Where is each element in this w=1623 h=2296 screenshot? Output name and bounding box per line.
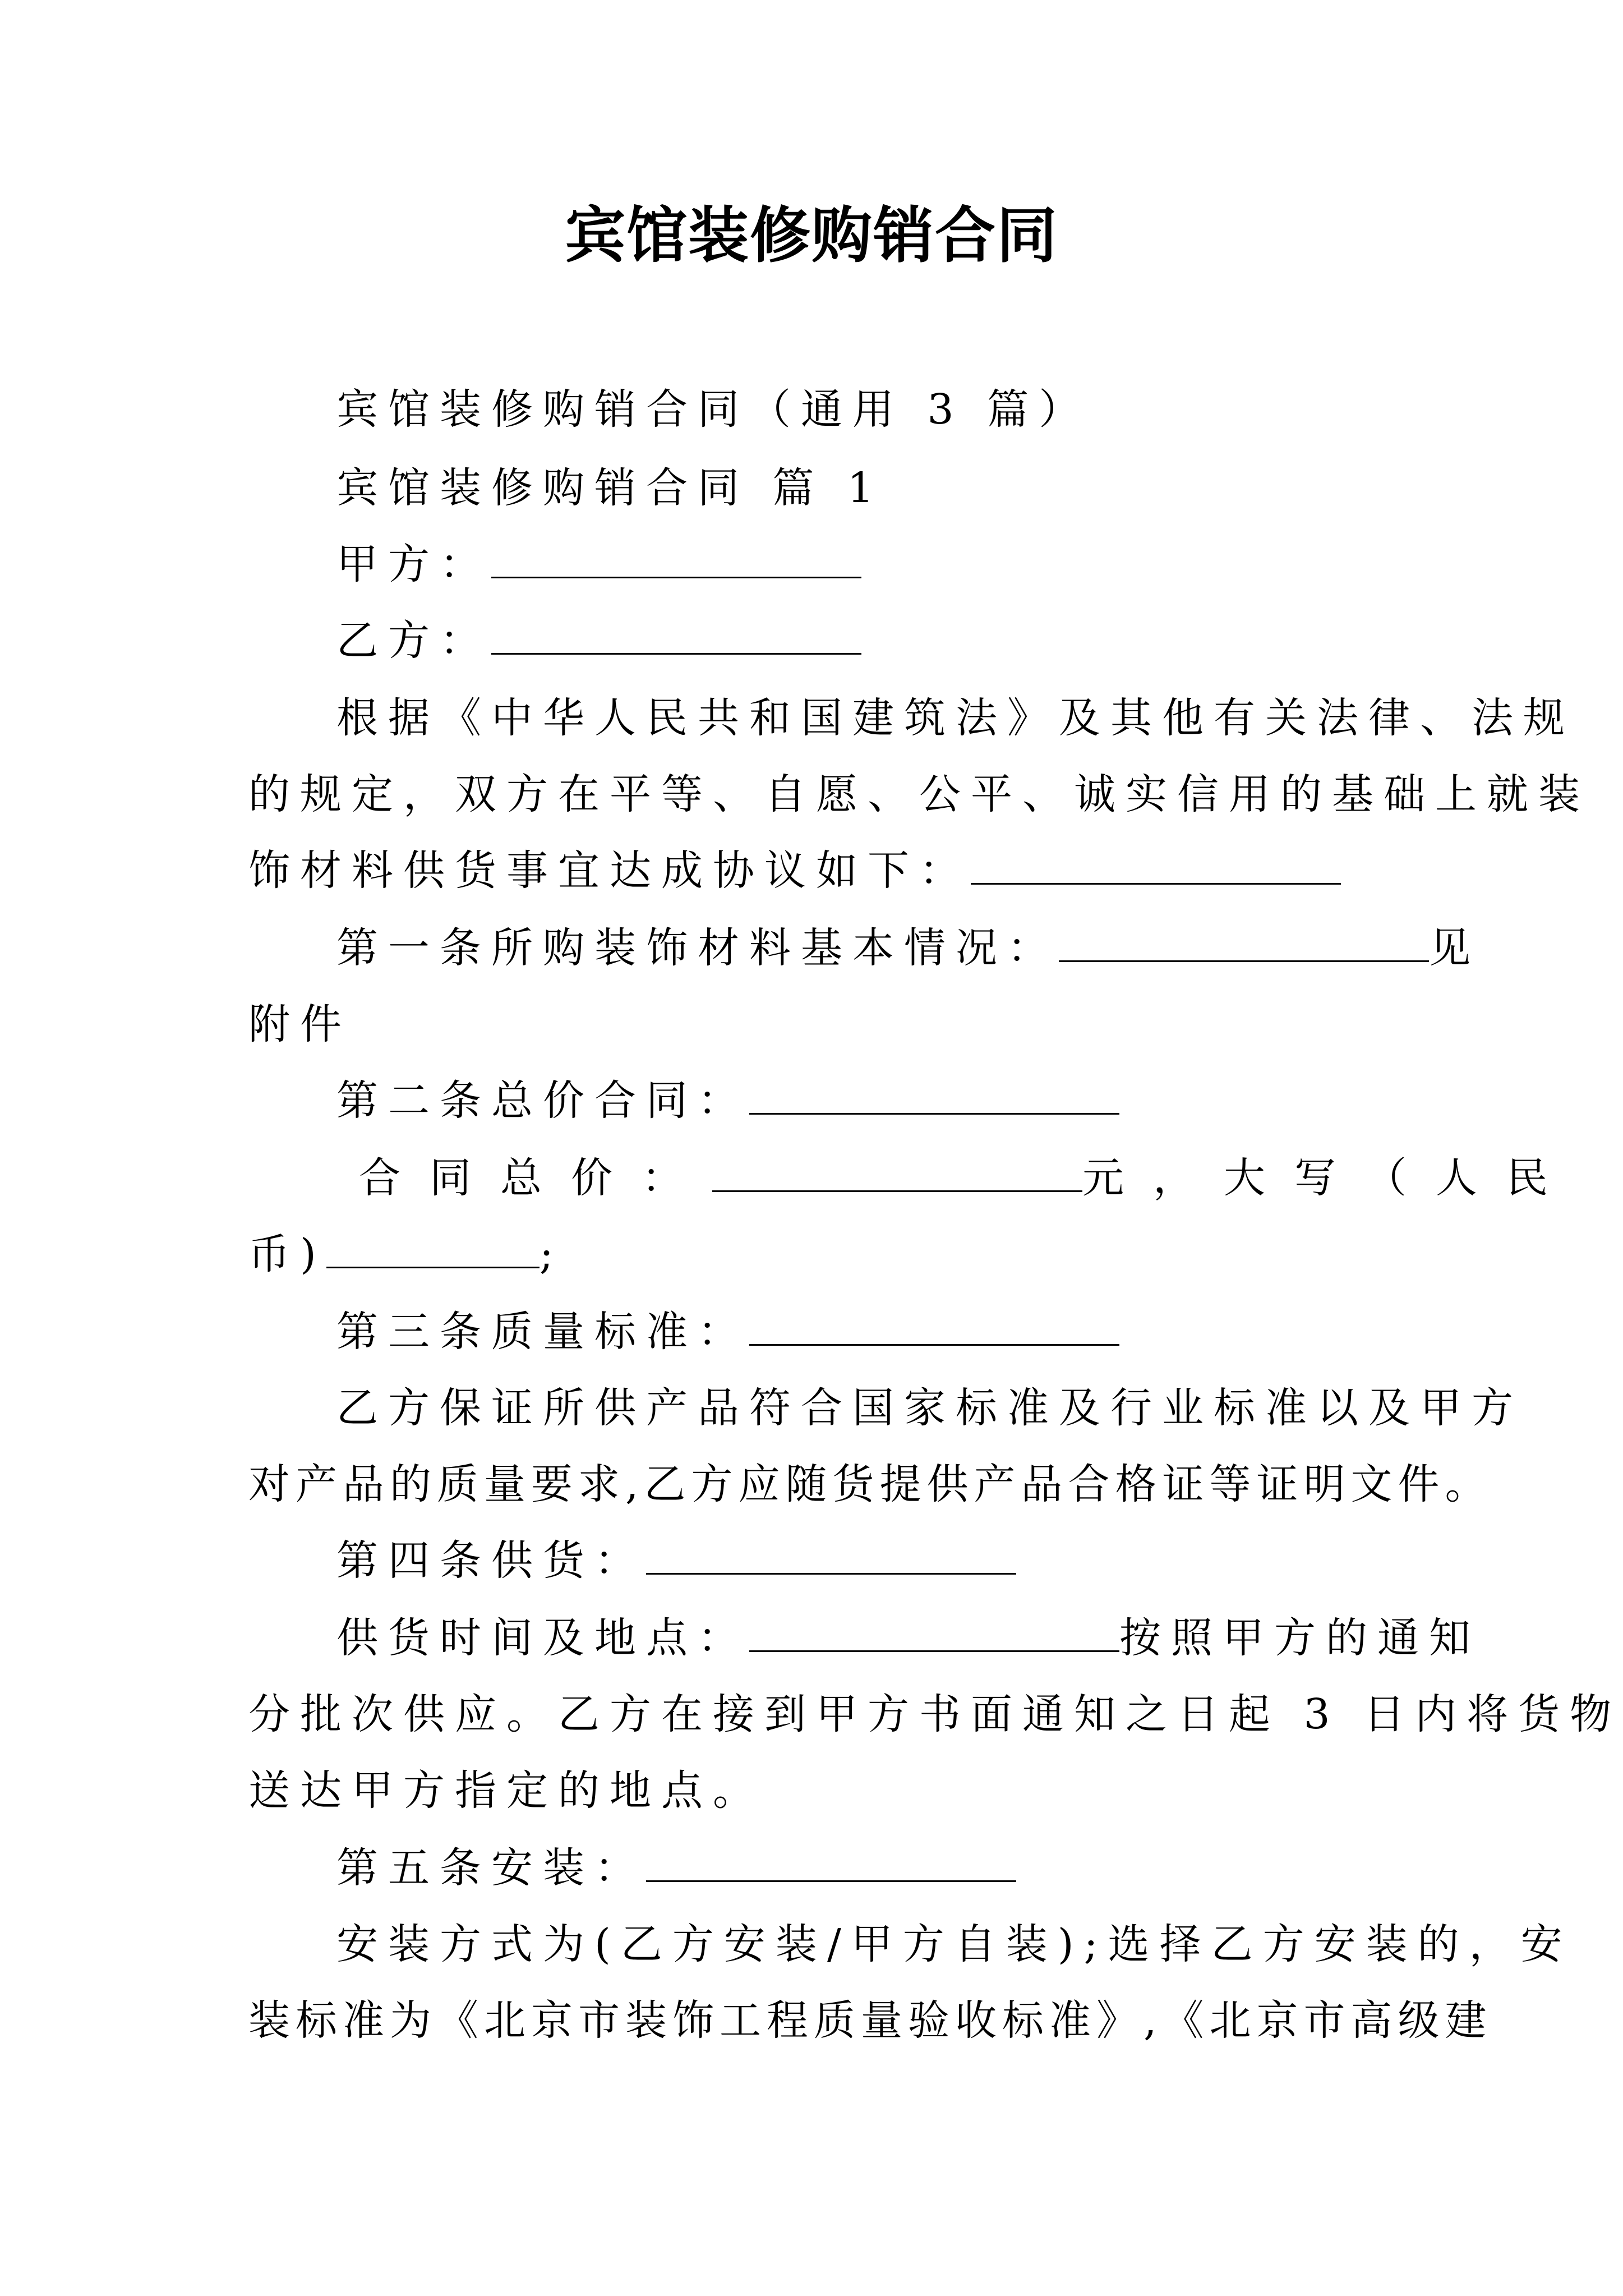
article-3-blank [749,1305,1119,1346]
article-4-line [0,1533,1623,1589]
supply-line [0,1610,1623,1666]
article-4-blank [646,1534,1016,1575]
paragraph-line: 根据《中华人民共和国建筑法》及其他有关法律、法规 [336,694,1575,742]
article-2-line [0,1073,1623,1129]
article-3-line [0,1304,1623,1360]
party-b-line [0,613,1623,669]
party-b-blank [491,614,861,655]
total-price-suffix: 元，大写（人民 [1082,1154,1577,1202]
article-5-label: 第五条安装： [336,1844,646,1892]
paragraph-text: 饰材料供货事宜达成协议如下： [248,846,971,895]
total-price-blank [712,1151,1082,1192]
party-a-blank [491,537,861,578]
party-b-label: 乙方： [336,616,491,665]
paragraph-line: 装标准为《北京市装饰工程质量验收标准》,《北京市高级建 [248,1996,1492,2045]
paragraph-line: 分批次供应。乙方在接到甲方书面通知之日起 3 日内将货物 [248,1690,1622,1738]
article-3-label: 第三条质量标准： [336,1308,749,1356]
semicolon: ; [539,1230,564,1278]
article-4-label: 第四条供货： [336,1536,646,1585]
subtitle-line: 宾馆装修购销合同（通用 3 篇） [336,385,1091,434]
article-1-blank [1059,921,1429,962]
currency-label: 币) [248,1230,326,1278]
paragraph-line: 对产品的质量要求,乙方应随货提供产品合格证等证明文件。 [248,1460,1492,1508]
party-a-line [0,536,1623,592]
article-1-label: 第一条所购装饰材料基本情况： [336,924,1059,972]
currency-blank [326,1227,540,1268]
section-heading: 宾馆装修购销合同 篇 1 [336,464,884,512]
total-price-line [0,1150,1623,1206]
total-price-label: 合同总价： [359,1154,712,1202]
article-5-line [0,1840,1623,1896]
supply-blank [749,1611,1119,1652]
article-2-label: 第二条总价合同： [336,1076,749,1125]
supply-suffix: 按照甲方的通知 [1119,1614,1481,1662]
supply-label: 供货时间及地点： [336,1614,749,1662]
total-price-continuation [0,1226,1623,1282]
paragraph-line [0,843,1623,899]
agreement-blank [971,844,1341,885]
paragraph-line: 的规定，双方在平等、自愿、公平、诚实信用的基础上就装 [248,770,1590,818]
article-1-suffix: 见 [1429,924,1481,972]
article-5-blank [646,1841,1016,1882]
paragraph-line: 乙方保证所供产品符合国家标准及行业标准以及甲方 [336,1384,1523,1432]
article-2-blank [749,1074,1119,1115]
document-title: 宾馆装修购销合同 [564,200,1058,271]
article-1-line [0,920,1623,976]
party-a-label: 甲方： [336,540,491,588]
paragraph-line: 送达甲方指定的地点。 [248,1766,764,1815]
paragraph-line: 安装方式为(乙方安装/甲方自装);选择乙方安装的，安 [336,1920,1573,1968]
article-1-continuation: 附件 [248,1000,352,1048]
